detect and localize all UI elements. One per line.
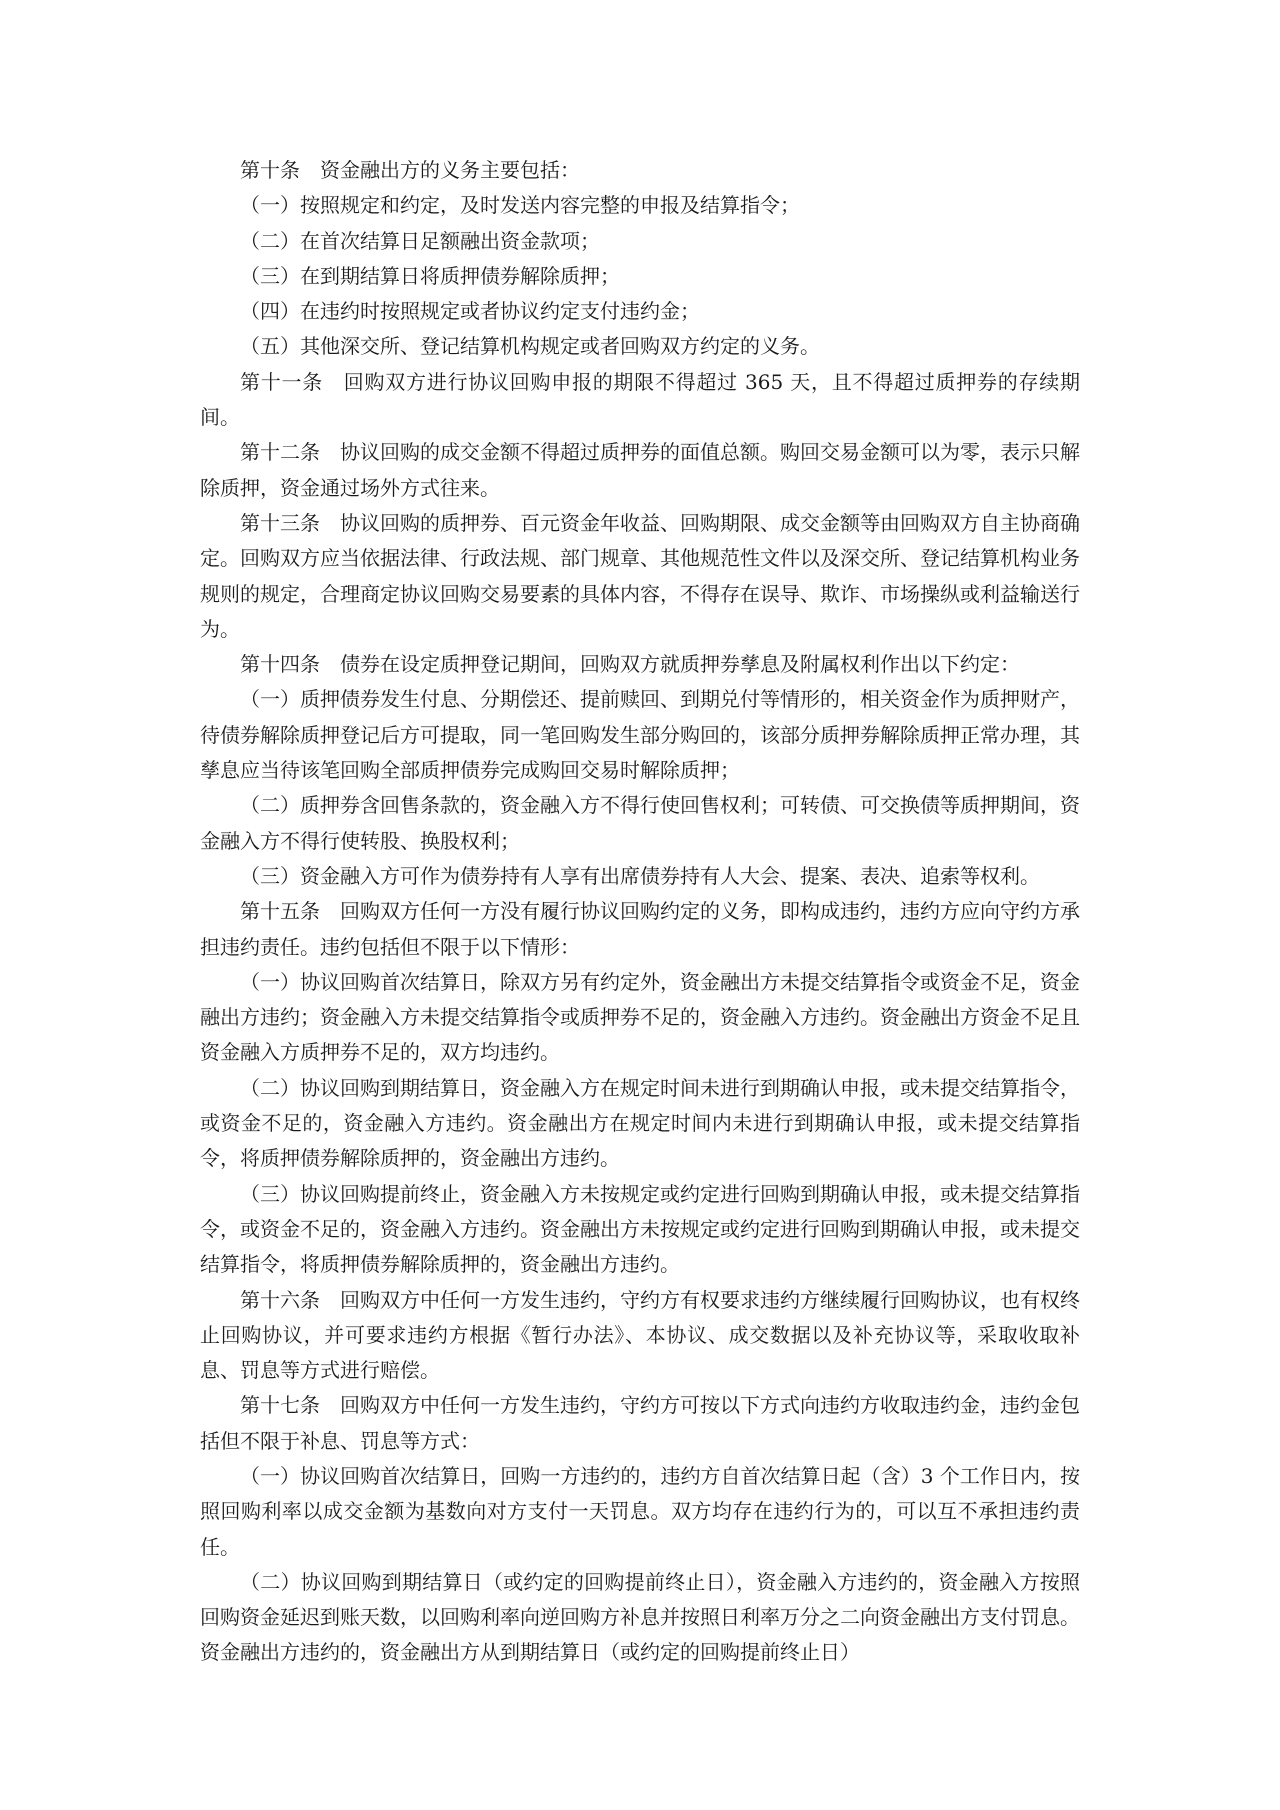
article-10-item-3: （三）在到期结算日将质押债券解除质押； [240,263,620,288]
article-14-item-2: （二）质押券含回售条款的，资金融入方不得行使回售权利；可转债、可交换债等质押期间，资金融入方不得行使转股、换股权利； [200,793,1080,853]
article-10-item-5: （五）其他深交所、登记结算机构规定或者回购双方约定的义务。 [240,334,820,359]
article-10-heading: 第十条 资金融出方的义务主要包括： [240,158,580,182]
article-11: 第十一条 回购双方进行协议回购申报的期限不得超过 365 天，且不得超过质押券的存续期间。 [200,369,1080,430]
article-12: 第十二条 协议回购的成交金额不得超过质押券的面值总额。购回交易金额可以为零，表示只解除质押，资金通过场外方式往来。 [200,440,1080,500]
article-16: 第十六条 回购双方中任何一方发生违约，守约方有权要求违约方继续履行回购协议，也有权终止回购协议，并可要求违约方根据《暂行办法》、本协议、成交数据以及补充协议等，采取收取补息、罚息等方式进行赔偿。 [200,1287,1080,1383]
article-17-heading: 第十七条 回购双方中任何一方发生违约，守约方可按以下方式向违约方收取违约金，违约金包括但不限于补息、罚息等方式： [200,1393,1080,1453]
article-10-item-2: （二）在首次结算日足额融出资金款项； [240,228,600,253]
article-14-item-3: （三）资金融入方可作为债券持有人享有出席债券持有人大会、提案、表决、追索等权利。 [240,863,1040,888]
article-17-item-2: （二）协议回购到期结算日（或约定的回购提前终止日），资金融入方违约的，资金融入方按照回购资金延迟到账天数，以回购利率向逆回购方补息并按照日利率万分之二向资金融出方支付罚息。资金融出方违约的，资金融出方从到期结算日（或约定的回购提前终止日） [200,1569,1080,1665]
article-10-item-4: （四）在违约时按照规定或者协议约定支付违约金； [240,299,700,324]
article-14-heading: 第十四条 债券在设定质押登记期间，回购双方就质押券孳息及附属权利作出以下约定： [240,652,1020,677]
article-17-item-1: （一）协议回购首次结算日，回购一方违约的，违约方自首次结算日起（含）3 个工作日内，按照回购利率以成交金额为基数向对方支付一天罚息。双方均存在违约行为的，可以互不承担违约责任。 [200,1463,1080,1559]
article-10-item-1: （一）按照规定和约定，及时发送内容完整的申报及结算指令； [240,193,800,218]
document-body [200,153,1080,1671]
article-14-item-1: （一）质押债券发生付息、分期偿还、提前赎回、到期兑付等情形的，相关资金作为质押财产，待债券解除质押登记后方可提取，同一笔回购发生部分购回的，该部分质押券解除质押正常办理，其孳息应当待该笔回购全部质押债券完成购回交易时解除质押； [200,687,1080,783]
article-15-item-1: （一）协议回购首次结算日，除双方另有约定外，资金融出方未提交结算指令或资金不足，资金融出方违约；资金融入方未提交结算指令或质押券不足的，资金融入方违约。资金融出方资金不足且资金融入方质押券不足的，双方均违约。 [200,969,1080,1065]
article-15-item-3: （三）协议回购提前终止，资金融入方未按规定或约定进行回购到期确认申报，或未提交结算指令，或资金不足的，资金融入方违约。资金融出方未按规定或约定进行回购到期确认申报，或未提交结算指令，将质押债券解除质押的，资金融出方违约。 [200,1181,1080,1277]
article-13: 第十三条 协议回购的质押券、百元资金年收益、回购期限、成交金额等由回购双方自主协商确定。回购双方应当依据法律、行政法规、部门规章、其他规范性文件以及深交所、登记结算机构业务规则的规定，合理商定协议回购交易要素的具体内容，不得存在误导、欺诈、市场操纵或利益输送行为。 [200,510,1080,641]
article-15-item-2: （二）协议回购到期结算日，资金融入方在规定时间未进行到期确认申报，或未提交结算指令，或资金不足的，资金融入方违约。资金融出方在规定时间内未进行到期确认申报，或未提交结算指令，将质押债券解除质押的，资金融出方违约。 [200,1075,1080,1171]
article-15-heading: 第十五条 回购双方任何一方没有履行协议回购约定的义务，即构成违约，违约方应向守约方承担违约责任。违约包括但不限于以下情形： [200,899,1080,959]
